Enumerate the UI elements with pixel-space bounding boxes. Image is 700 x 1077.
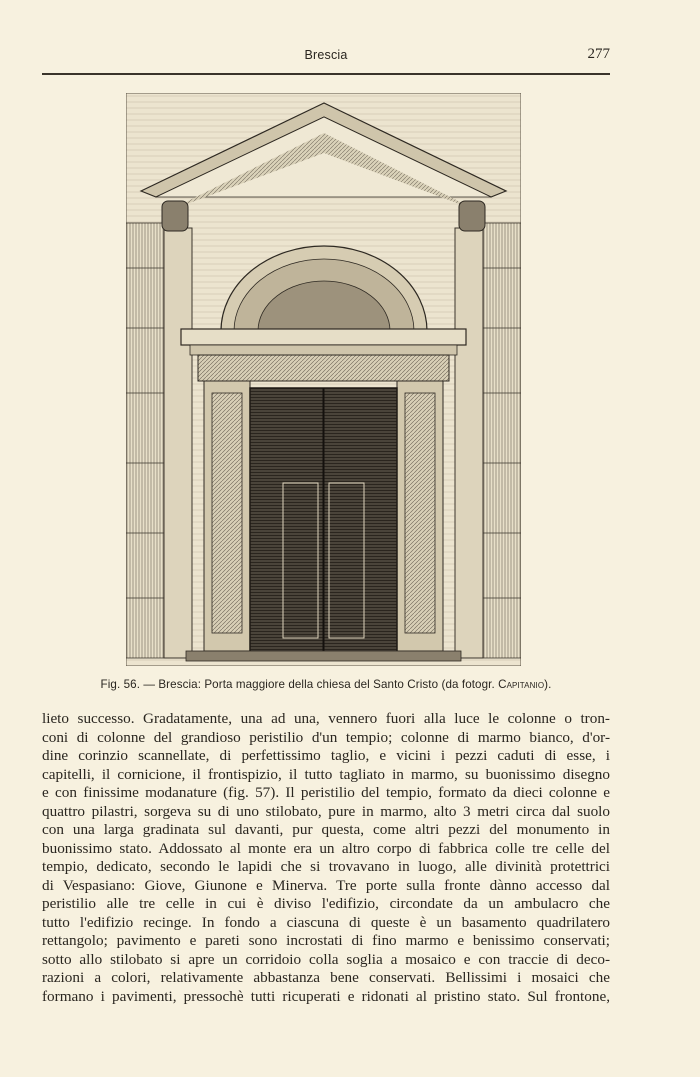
text-line: peristilio alle tre celle in cui è diviso l'edifizio, circondate da un ambulacro che bbox=[42, 895, 610, 912]
portal-engraving bbox=[126, 93, 521, 666]
text-line: formano i pavimenti, pressochè tutti ricuperati e ridonati al pristino stato. Sul frontone, bbox=[42, 987, 610, 1005]
text-line: quattro pilastri, sorgeva su di uno stilobato, pure in marmo, alto 3 metri circa dal suolo bbox=[42, 802, 610, 820]
text-line: rettangolo; pavimento e pareti sono incrostati di fino marmo e benissimo conservati; bbox=[42, 932, 610, 949]
page-number: 277 bbox=[587, 46, 610, 62]
text-line: razioni a colori, relativamente abbastanza bene conservati. Bellissimi i mosaici che bbox=[42, 969, 610, 986]
text-line: sotto allo stilobato si apre un corridoio colla soglia a mosaico e con traccie di deco- bbox=[42, 950, 610, 968]
text-line: coni di colonne del grandioso peristilio d'un tempio; colonne di marmo bianco, d'or- bbox=[42, 728, 610, 746]
portal-illustration bbox=[126, 93, 521, 666]
caption-prefix: Fig. 56. — Brescia: Porta maggiore della chiesa del Santo Cristo (da fotogr. bbox=[100, 678, 499, 691]
text-line: buonissimo stato. Addossato al monte era un altro corpo di fabbrica colle tre celle del bbox=[42, 839, 610, 857]
caption-suffix: ). bbox=[544, 678, 552, 691]
text-line: e con finissime modanature (fig. 57). Il peristilio del tempio, formato da dieci colonne e bbox=[42, 784, 610, 801]
text-line: tutto l'edifizio recinge. In fondo a ciascuna di queste è un basamento quadrilatero bbox=[42, 913, 610, 931]
header-rule bbox=[42, 73, 610, 75]
text-line: dine corinzio scannellate, di perfettissimo taglio, e vicini i pezzi caduti di esse, i bbox=[42, 747, 610, 764]
caption-credit: Capitanio bbox=[498, 678, 545, 691]
figure-caption bbox=[42, 678, 610, 691]
page-header bbox=[42, 46, 610, 72]
body-text bbox=[42, 710, 610, 1006]
text-line: lieto successo. Gradatamente, una ad una, vennero fuori alla luce le colonne o tron- bbox=[42, 710, 610, 727]
text-line: capitelli, il cornicione, il frontispizio, il tutto tagliato in marmo, su buonissimo disegno bbox=[42, 765, 610, 783]
text-line: con una larga gradinata sul davanti, pur questa, come altri pezzi del monumento in bbox=[42, 821, 610, 838]
text-line: tempio, dedicato, secondo le lapidi che si trovavano in luogo, alle divinità protettrici bbox=[42, 858, 610, 875]
text-line: di Vespasiano: Giove, Giunone e Minerva. Tre porte sulla fronte dànno accesso dal bbox=[42, 876, 610, 894]
running-title: Brescia bbox=[304, 48, 348, 62]
